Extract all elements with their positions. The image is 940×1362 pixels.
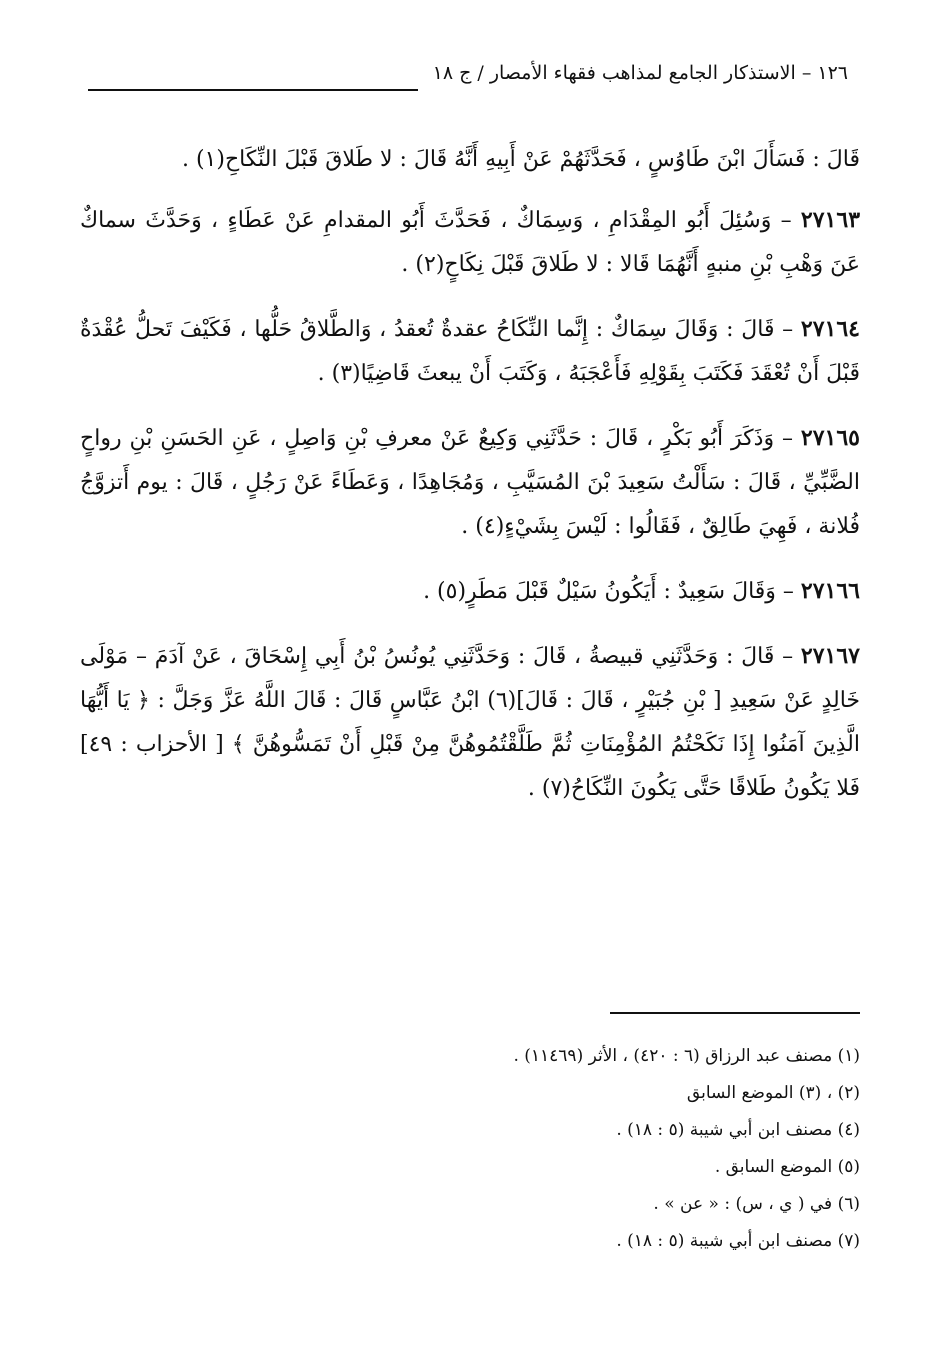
- main-text: [80, 138, 860, 831]
- footnote: (١) مصنف عبد الرزاق (٦ : ٤٢٠) ، الأثر (١١٤٦٩) .: [513, 1046, 860, 1066]
- footnotes: [80, 1038, 860, 1260]
- paragraph-text: – وَقَالَ سَعِيدٌ : أَيَكُونُ سَيْلٌ قَبْلَ مَطَرٍ(٥) .: [423, 579, 794, 604]
- paragraph-text: قَالَ : فَسَأَلَ ابْنَ طَاوُسٍ ، فَحَدَّثَهُمْ عَنْ أَبِيهِ أَنَّهُ قَالَ : لا طَلاقَ قَبْلَ النِّكَاحِ(١) .: [181, 147, 860, 172]
- footnote: (٥) الموضع السابق .: [714, 1157, 860, 1177]
- paragraph: [80, 416, 860, 549]
- paragraph: [80, 138, 860, 182]
- paragraph-text: – قَالَ : وَقَالَ سِمَاكٌ : إِنَّما النِّكَاحُ عقدةٌ تُعقدُ ، وَالطَّلاقُ حَلُّها ، فَكَيْفَ تَحلُّ عُقْدَةٌ قَبْلَ أَنْ تُعْقَدَ فَكَتَبَ بِقَوْلِهِ فَأَعْجَبَهُ ، وَكَتَبَ أَنْ يبعثَ قَاضِيًا(٣) .: [80, 317, 860, 386]
- footnote: (٤) مصنف ابن أبي شيبة (٥ : ١٨) .: [616, 1120, 860, 1140]
- paragraph-number: ٢٧١٦٦: [800, 578, 860, 604]
- paragraph-text: – قَالَ : وَحَدَّثَنِي قبيصةُ ، قَالَ : وَحَدَّثَنِي يُونُسُ بْنُ أَبِي إِسْحَاقَ ، عَنْ آدَمَ – مَوْلَى خَالِدٍ عَنْ سَعِيدِ [ بْنِ جُبَيْرٍ ، قَالَ : قَالَ](٦) ابْنُ عَبَّاسٍ قَالَ : قَالَ اللَّهُ عَزَّ وَجَلَّ : ﴿ يَا أَيُّهَا الَّذِينَ آمَنُوا إِذَا نَكَحْتُمُ المُؤْمِنَاتِ ثُمَّ طَلَّقْتُمُوهُنَّ مِنْ قَبْلِ أَنْ تَمَسُّوهُنَّ ﴾ [ الأحزاب : ٤٩] فَلا يَكُونُ طَلاقًا حَتَّى يَكُونَ النِّكَاحُ(٧) .: [80, 644, 860, 801]
- footnote: (٢) ، (٣) الموضع السابق: [686, 1083, 860, 1103]
- paragraph: [80, 569, 860, 614]
- paragraph-text: – وَذَكَرَ أَبُو بَكْرٍ ، قَالَ : حَدَّثَنِي وَكِيعٌ عَنْ معرفِ بْنِ وَاصِلٍ ، عَنِ الحَسَنِ بْنِ رواحٍ الضَّبِّيِّ ، قَالَ : سَأَلْتُ سَعِيدَ بْنَ المُسَيَّبِ ، وَمُجَاهِدًا ، وَعَطَاءً عَنْ رَجُلٍ ، قَالَ : يوم أَتزوَّجُ فُلانة ، فَهِيَ طَالِقٌ ، فَقَالُوا : لَيْسَ بِشَيْءٍ(٤) .: [80, 426, 860, 539]
- paragraph-number: ٢٧١٦٧: [800, 643, 860, 669]
- paragraph: [80, 634, 860, 811]
- header-title: ١٢٦ – الاستذكار الجامع لمذاهب فقهاء الأمصار / ج ١٨: [432, 62, 848, 84]
- paragraph: [80, 307, 860, 396]
- paragraph-number: ٢٧١٦٥: [800, 425, 860, 451]
- footnote-separator: [610, 1012, 860, 1014]
- header-rule: [88, 89, 418, 91]
- paragraph-number: ٢٧١٦٤: [800, 316, 860, 342]
- paragraph-number: ٢٧١٦٣: [800, 207, 861, 233]
- running-header: [88, 58, 848, 98]
- paragraph: [80, 198, 860, 287]
- paragraph-text: – وَسُئِلَ أَبُو المِقْدَامِ ، وَسِمَاكٌ ، فَحَدَّثَ أَبُو المقدامِ عَنْ عَطَاءٍ ، وَحَدَّثَ سماكٌ عَنَ وَهْبِ بْنِ منبهٍ أَنَّهُمَا قَالا : لا طَلاقَ قَبْلَ نِكَاحٍ(٢) .: [80, 208, 860, 277]
- footnote: (٧) مصنف ابن أبي شيبة (٥ : ١٨) .: [616, 1231, 860, 1251]
- footnote: (٦) في ( ي ، س) : « عن » .: [653, 1194, 860, 1214]
